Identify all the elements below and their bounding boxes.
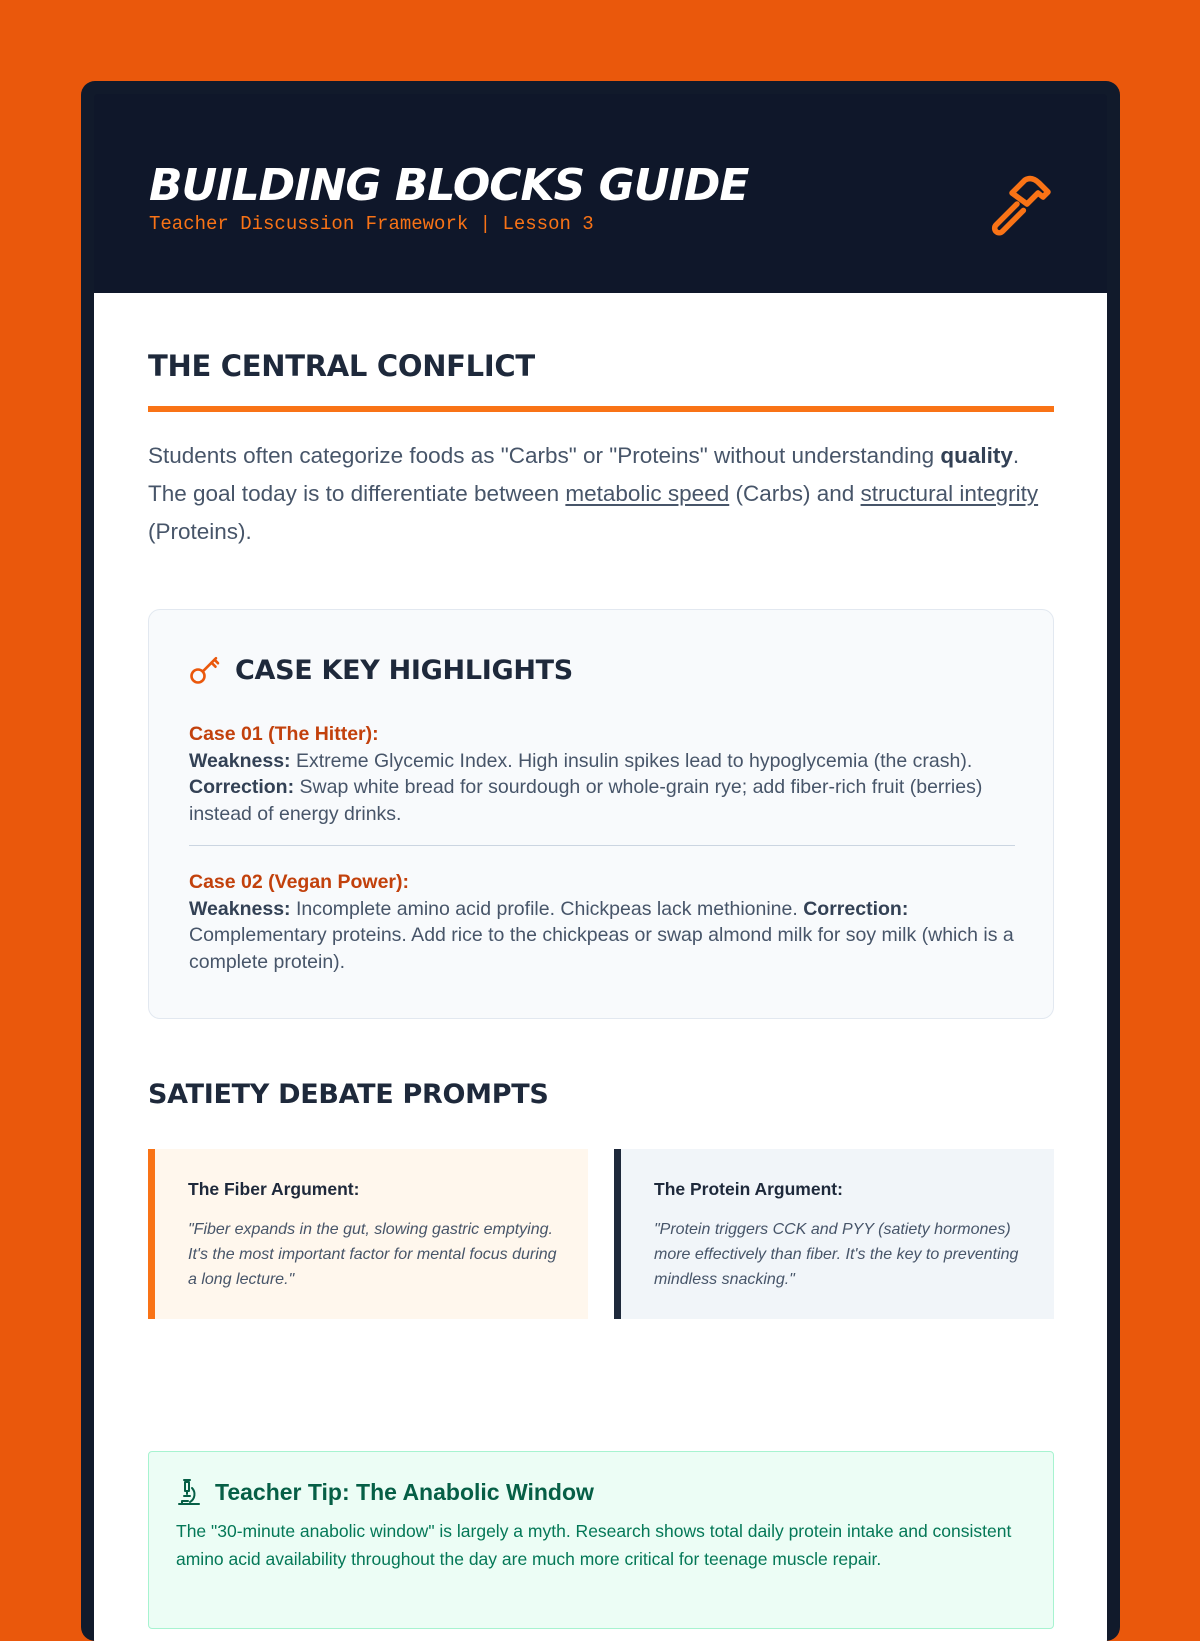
fiber-argument-card xyxy=(148,1149,588,1319)
case-label: Case 02 (Vegan Power): xyxy=(189,871,410,893)
intro-text-2: . The goal today is to differentiate between xyxy=(148,443,1020,506)
correction-text: Complementary proteins. Add rice to the chickpeas or swap almond milk for soy milk (which is a complete protein). xyxy=(189,924,1014,973)
correction-label: Correction: xyxy=(189,776,295,798)
correction-label: Correction: xyxy=(803,897,909,920)
case-label: Case 01 (The Hitter): xyxy=(189,723,379,745)
section-heading-central-conflict: THE CENTRAL CONFLICT xyxy=(148,349,535,383)
intro-emphasis: quality xyxy=(940,443,1013,468)
main-content xyxy=(94,293,1107,1641)
argument-quote: "Protein triggers CCK and PYY (satiety hormones) more effectively than fiber. It's the key to preventing mindless snacking." xyxy=(654,1221,1019,1288)
teacher-tip-box xyxy=(148,1451,1054,1629)
term-structural-integrity: structural integrity xyxy=(860,481,1039,506)
correction-text: Swap white bread for sourdough or whole-grain rye; add fiber-rich fruit (berries) instead of energy drinks. xyxy=(189,776,983,825)
case-item-01 xyxy=(189,721,1015,827)
microscope-icon xyxy=(176,1478,202,1506)
teacher-tip-text: The "30-minute anabolic window" is largely a myth. Research shows total daily protein intake and consistent amino acid availability throughout the day are much more critical for teenage muscle repair. xyxy=(176,1521,1012,1569)
weakness-text: Extreme Glycemic Index. High insulin spikes lead to hypoglycemia (the crash). xyxy=(290,749,973,772)
argument-quote: "Fiber expands in the gut, slowing gastric emptying. It's the most important factor for mental focus during a long lecture." xyxy=(188,1221,557,1288)
case-divider xyxy=(189,845,1015,846)
key-icon xyxy=(189,654,221,686)
case-highlights-box xyxy=(148,609,1054,1019)
intro-text-4: (Proteins). xyxy=(148,519,252,544)
case-item-02 xyxy=(189,869,1015,975)
case-highlights-heading: CASE KEY HIGHLIGHTS xyxy=(235,654,573,686)
intro-text-3: (Carbs) and xyxy=(729,481,861,506)
protein-argument-card xyxy=(614,1149,1054,1319)
case-highlights-header xyxy=(189,654,573,686)
weakness-label: Weakness: xyxy=(189,749,291,772)
page-title: BUILDING BLOCKS GUIDE xyxy=(149,160,749,211)
section-heading-satiety-debate: SATIETY DEBATE PROMPTS xyxy=(148,1079,549,1110)
hammer-icon xyxy=(987,174,1053,240)
weakness-label: Weakness: xyxy=(189,897,291,920)
argument-label: The Fiber Argument: xyxy=(188,1179,360,1199)
heading-divider xyxy=(148,406,1054,412)
intro-paragraph xyxy=(148,437,1054,551)
teacher-tip-header xyxy=(176,1478,1026,1506)
argument-label: The Protein Argument: xyxy=(654,1179,843,1199)
teacher-tip-title: Teacher Tip: The Anabolic Window xyxy=(215,1478,594,1505)
guide-card xyxy=(81,81,1120,1641)
weakness-text: Incomplete amino acid profile. Chickpeas lack methionine. xyxy=(290,897,804,920)
term-metabolic-speed: metabolic speed xyxy=(565,481,730,506)
page-subtitle: Teacher Discussion Framework | Lesson 3 xyxy=(149,213,594,235)
intro-text-1: Students often categorize foods as "Carbs" or "Proteins" without understanding xyxy=(148,443,941,468)
